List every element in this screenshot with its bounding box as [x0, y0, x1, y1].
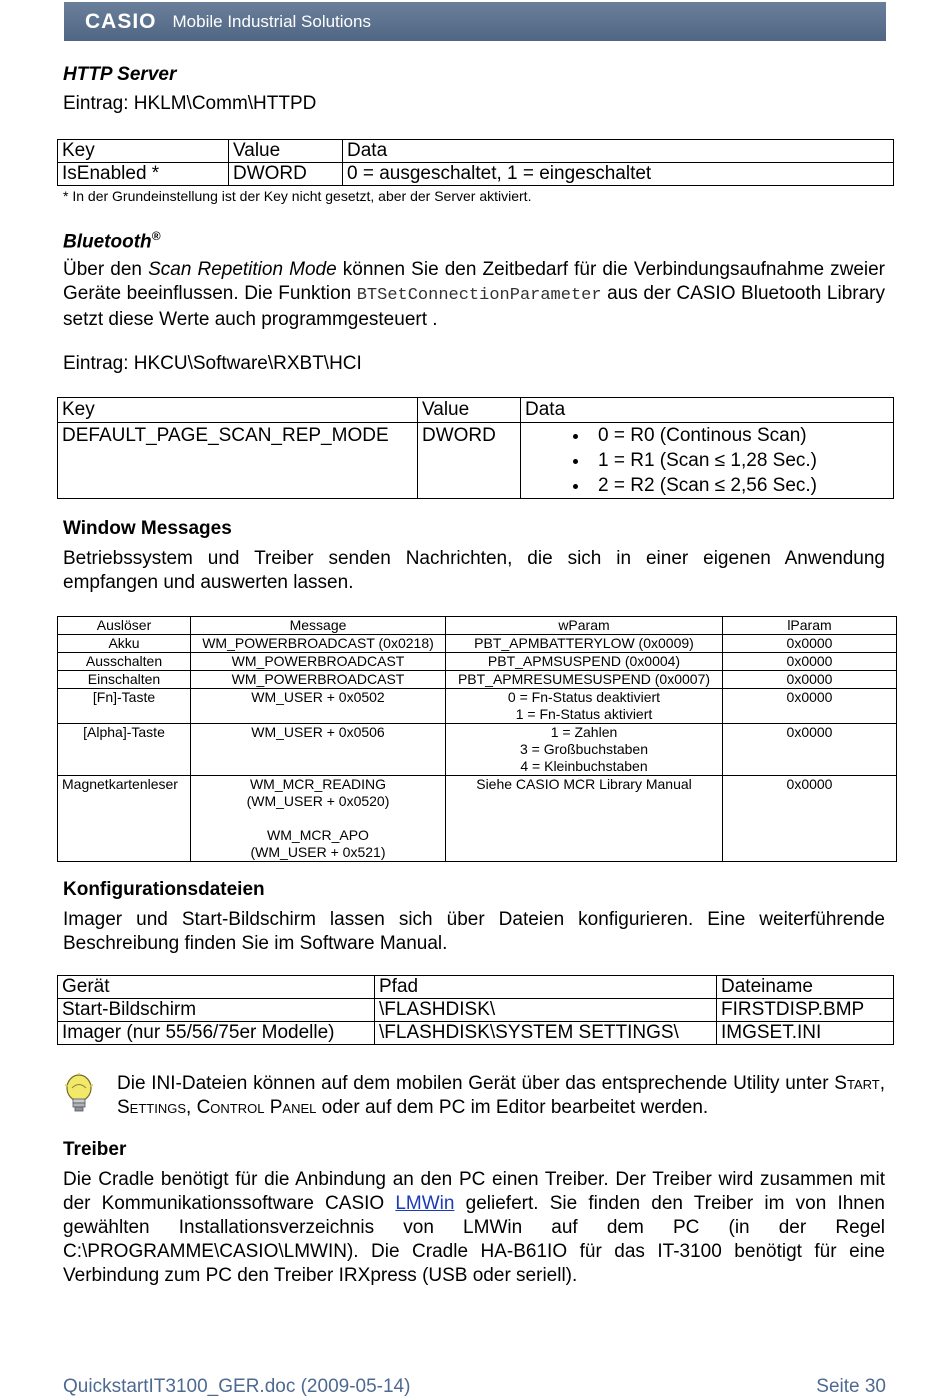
table-cell: 0x0000 — [723, 724, 897, 776]
header-cell: Dateiname — [717, 976, 894, 999]
table-cell: 0 = ausgeschaltet, 1 = eingeschaltet — [343, 163, 894, 186]
table-cell: IMGSET.INI — [717, 1022, 894, 1045]
config-paragraph: Imager und Start-Bildschirm lassen sich über Dateien konfigurieren. Eine weiterführende Beschreibung finden Sie im Software Manual. — [63, 909, 885, 954]
text-run: Die INI-Dateien können auf dem mobilen Gerät über das entsprechende Utility unter — [117, 1073, 835, 1094]
table-cell: Start-Bildschirm — [58, 999, 375, 1022]
table-row — [58, 163, 894, 186]
table-row — [58, 635, 897, 653]
text-run: aus der CASIO Bluetooth Library setzt diese Werte auch programmgesteuert . — [63, 283, 885, 330]
menu-control-panel: Control Panel — [196, 1097, 317, 1118]
cell-line: WM_MCR_APO — [267, 827, 369, 843]
table-cell: 0x0000 — [723, 635, 897, 653]
header-cell: Gerät — [58, 976, 375, 999]
config-table — [57, 975, 894, 1045]
table-header-row — [58, 976, 894, 999]
driver-paragraph — [63, 1168, 885, 1288]
table-cell: 0x0000 — [723, 689, 897, 724]
table-row — [58, 724, 897, 776]
registered-mark: ® — [151, 229, 161, 243]
table-row — [58, 689, 897, 724]
bluetooth-title: Bluetooth — [63, 231, 152, 253]
table-cell: WM_POWERBROADCAST — [191, 653, 446, 671]
text-run: können Sie den Zeitbedarf für die Verbindungsaufnahme zweier Geräte beeinflussen. Die Funktion — [63, 259, 885, 304]
cell-line: (WM_USER + 0x521) — [250, 844, 386, 860]
bluetooth-table — [57, 397, 894, 499]
header-cell: Auslöser — [58, 617, 191, 635]
http-footnote: * In der Grundeinstellung ist der Key nicht gesetzt, aber der Server aktiviert. — [63, 188, 532, 204]
table-cell: Einschalten — [58, 671, 191, 689]
lmwin-link[interactable]: LMWin — [395, 1193, 455, 1214]
table-cell: IsEnabled * — [58, 163, 229, 186]
table-cell: Magnetkartenleser — [58, 776, 191, 862]
table-header-row — [58, 140, 894, 163]
window-messages-paragraph: Betriebssystem und Treiber senden Nachrichten, die sich in einer eigenen Anwendung empfangen und auswerten lassen. — [63, 548, 885, 593]
table-cell — [446, 689, 723, 724]
table-cell: WM_POWERBROADCAST (0x0218) — [191, 635, 446, 653]
config-heading: Konfigurationsdateien — [63, 879, 265, 900]
text-run: Über den — [63, 259, 149, 280]
http-registry-entry: Eintrag: HKLM\Comm\HTTPD — [63, 93, 317, 114]
scan-mode-list — [525, 423, 889, 498]
list-item: • 1 = R1 (Scan ≤ 1,28 Sec.) — [590, 448, 889, 473]
table-cell: [Fn]-Taste — [58, 689, 191, 724]
table-row — [58, 671, 897, 689]
table-row — [58, 653, 897, 671]
table-header-row — [58, 398, 894, 423]
header-cell: Message — [191, 617, 446, 635]
table-cell: PBT_APMRESUMESUSPEND (0x0007) — [446, 671, 723, 689]
header-cell: Key — [58, 398, 418, 423]
text-run: , — [186, 1097, 197, 1118]
menu-settings: Settings — [117, 1097, 187, 1118]
table-cell: 0x0000 — [723, 776, 897, 862]
table-cell: 0x0000 — [723, 671, 897, 689]
header-subtitle: Mobile Industrial Solutions — [172, 11, 371, 31]
cell-line: 1 = Zahlen — [550, 724, 618, 740]
list-item: • 2 = R2 (Scan ≤ 2,56 Sec.) — [590, 473, 889, 498]
table-cell: Ausschalten — [58, 653, 191, 671]
cell-line: 3 = Großbuchstaben — [519, 741, 649, 757]
table-cell: WM_USER + 0x0502 — [191, 689, 446, 724]
table-cell: DEFAULT_PAGE_SCAN_REP_MODE — [58, 423, 418, 499]
table-row — [58, 1022, 894, 1045]
table-cell: DWORD — [418, 423, 521, 499]
table-cell: DWORD — [229, 163, 343, 186]
table-cell: WM_POWERBROADCAST — [191, 671, 446, 689]
table-cell: \FLASHDISK\ — [375, 999, 717, 1022]
http-server-heading: HTTP Server — [63, 64, 177, 85]
bluetooth-heading — [63, 229, 161, 253]
window-messages-table — [57, 616, 897, 862]
table-row — [58, 423, 894, 499]
bluetooth-registry-entry: Eintrag: HKCU\Software\RXBT\HCI — [63, 353, 362, 374]
header-cell: Value — [229, 140, 343, 163]
cell-line: 0 = Fn-Status deaktiviert — [507, 689, 661, 705]
text-run: , — [879, 1073, 885, 1094]
table-cell: Imager (nur 55/56/75er Modelle) — [58, 1022, 375, 1045]
table-row — [58, 776, 897, 862]
footer-document-name: QuickstartIT3100_GER.doc (2009-05-14) — [63, 1376, 411, 1397]
scan-mode-term: Scan Repetition Mode — [148, 259, 337, 280]
table-cell: PBT_APMBATTERYLOW (0x0009) — [446, 635, 723, 653]
cell-line: (WM_USER + 0x0520) — [246, 793, 390, 809]
table-row — [58, 999, 894, 1022]
http-table — [57, 139, 894, 186]
cell-line: 1 = Fn-Status aktiviert — [515, 706, 653, 722]
cell-line: WM_MCR_READING — [249, 776, 387, 792]
header-cell: lParam — [723, 617, 897, 635]
header-cell: wParam — [446, 617, 723, 635]
text-run: oder auf dem PC im Editor bearbeitet werden. — [316, 1097, 709, 1118]
text-run: geliefert. Sie finden den Treiber im von Ihnen gewählten Installationsverzeichnis von LMWin auf dem PC (in der Regel C:\PROGRAMME\CASIO\LMWIN). Die Cradle HA-B61IO für das IT-3100 benötigt für eine Verbindung zum PC den Treiber IRXpress (USB oder seriell). — [63, 1193, 885, 1286]
config-note — [117, 1072, 885, 1120]
table-cell: PBT_APMSUSPEND (0x0004) — [446, 653, 723, 671]
table-cell — [446, 724, 723, 776]
header-banner — [64, 2, 886, 41]
table-cell: Akku — [58, 635, 191, 653]
table-cell: \FLASHDISK\SYSTEM SETTINGS\ — [375, 1022, 717, 1045]
header-cell: Data — [343, 140, 894, 163]
text-run: Die Cradle benötigt für die Anbindung an den PC einen Treiber. Der Treiber wird zusammen mit der Kommunikationssoftware CASIO — [63, 1169, 885, 1214]
footer-page-number: Seite 30 — [816, 1376, 886, 1397]
menu-start: Start — [834, 1073, 880, 1094]
header-cell: Key — [58, 140, 229, 163]
header-cell: Value — [418, 398, 521, 423]
table-cell: Siehe CASIO MCR Library Manual — [446, 776, 723, 862]
bluetooth-paragraph — [63, 258, 885, 332]
table-cell — [521, 423, 894, 499]
lightbulb-icon — [63, 1073, 95, 1115]
list-item: • 0 = R0 (Continous Scan) — [590, 423, 889, 448]
header-cell: Data — [521, 398, 894, 423]
cell-line: 4 = Kleinbuchstaben — [520, 758, 648, 774]
table-cell: [Alpha]-Taste — [58, 724, 191, 776]
table-cell: 0x0000 — [723, 653, 897, 671]
table-cell — [191, 776, 446, 862]
driver-heading: Treiber — [63, 1139, 127, 1160]
table-header-row — [58, 617, 897, 635]
cell-spacer — [193, 810, 443, 827]
brand-logo: CASIO — [85, 9, 157, 33]
window-messages-heading: Window Messages — [63, 518, 232, 539]
function-name: BTSetConnectionParameter — [356, 286, 602, 305]
table-cell: WM_USER + 0x0506 — [191, 724, 446, 776]
table-cell: FIRSTDISP.BMP — [717, 999, 894, 1022]
header-cell: Pfad — [375, 976, 717, 999]
